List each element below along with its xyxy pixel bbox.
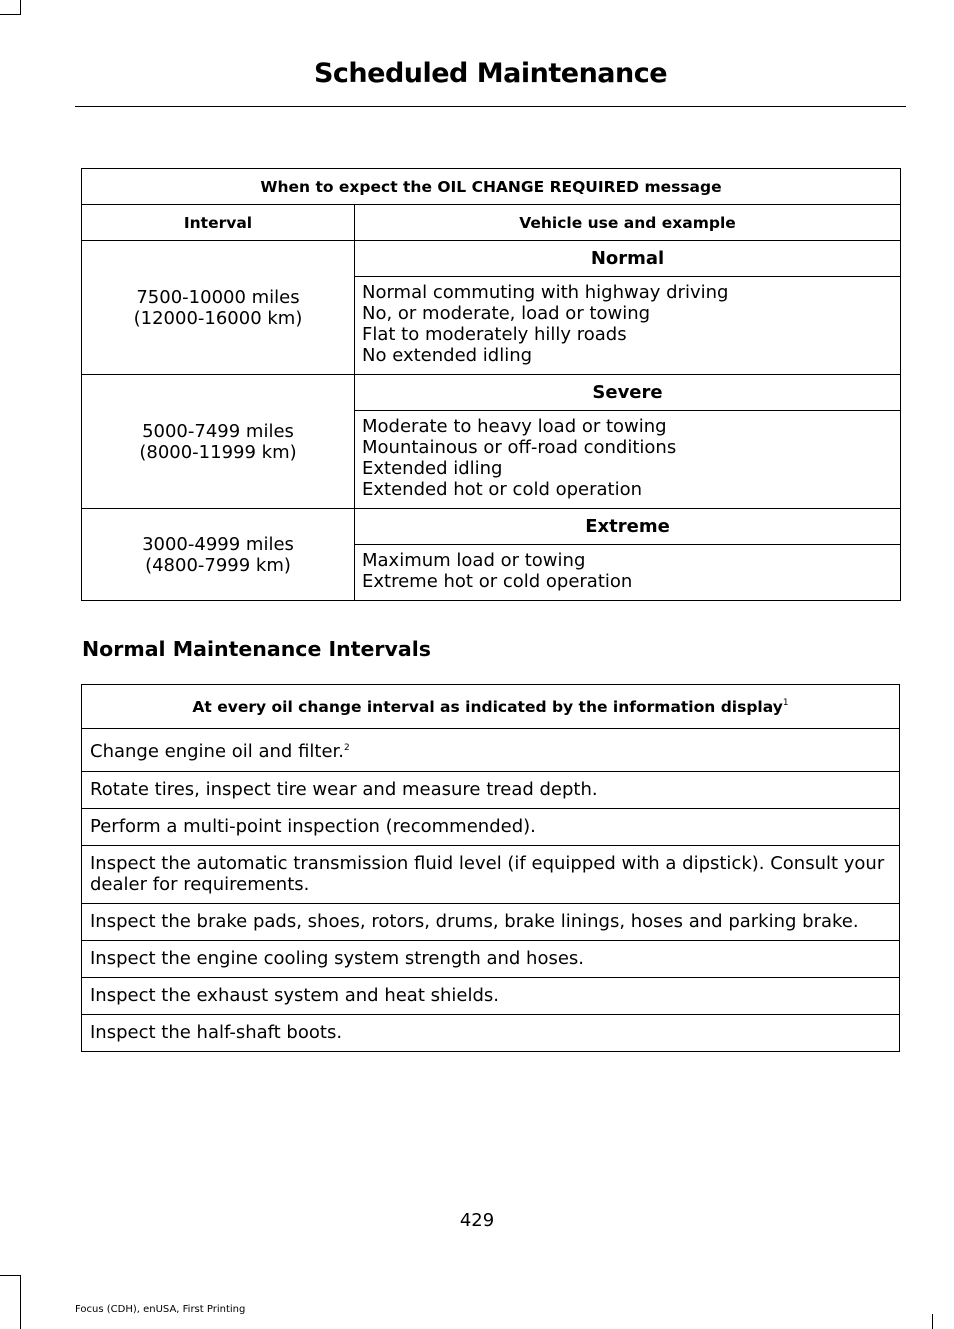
crop-mark (0, 14, 20, 15)
example-line: Extreme hot or cold operation (362, 571, 633, 592)
crop-mark (0, 1275, 20, 1276)
table-row: Inspect the half-shaft boots. (82, 1015, 900, 1052)
example-line: No, or moderate, load or towing (362, 303, 651, 324)
column-header-interval: Interval (82, 205, 355, 241)
interval-miles: 5000-7499 miles (142, 420, 294, 442)
crop-mark (20, 0, 21, 15)
interval-cell (82, 509, 355, 601)
table-row: Rotate tires, inspect tire wear and measure tread depth. (82, 772, 900, 809)
interval-cell (82, 241, 355, 375)
examples-cell (355, 277, 901, 375)
table-row: Perform a multi-point inspection (recommended). (82, 809, 900, 846)
row-text: Change engine oil and filter. (90, 741, 345, 762)
interval-miles: 3000-4999 miles (142, 533, 294, 555)
table-row (82, 729, 900, 772)
interval-km: (4800-7999 km) (145, 554, 291, 576)
footer-printing-info: Focus (CDH), enUSA, First Printing (75, 1304, 246, 1315)
table-header (82, 685, 900, 729)
column-header-vehicle-use: Vehicle use and example (355, 205, 901, 241)
example-line: Extended idling (362, 458, 503, 479)
title-divider (75, 106, 906, 107)
examples-cell (355, 545, 901, 601)
example-line: Moderate to heavy load or towing (362, 416, 667, 437)
interval-km: (12000-16000 km) (133, 307, 303, 329)
page-number: 429 (459, 1210, 495, 1231)
page-title: Scheduled Maintenance (313, 58, 668, 89)
table-row: Inspect the engine cooling system strength and hoses. (82, 941, 900, 978)
example-line: No extended idling (362, 345, 533, 366)
section-heading: Normal Maintenance Intervals (82, 637, 431, 661)
example-line: Normal commuting with highway driving (362, 282, 729, 303)
crop-mark (932, 1314, 933, 1329)
category-severe: Severe (355, 375, 901, 411)
interval-km: (8000-11999 km) (139, 441, 297, 463)
category-normal: Normal (355, 241, 901, 277)
table-row: Inspect the automatic transmission fluid level (if equipped with a dipstick). Consult your dealer for requirements. (82, 846, 900, 904)
table-header-text: At every oil change interval as indicated by the information display (192, 697, 783, 716)
footnote-marker: 2 (344, 743, 350, 753)
crop-mark (20, 1275, 21, 1329)
example-line: Flat to moderately hilly roads (362, 324, 627, 345)
interval-miles: 7500-10000 miles (136, 286, 300, 308)
example-line: Extended hot or cold operation (362, 479, 643, 500)
examples-cell (355, 411, 901, 509)
footnote-marker: 1 (782, 697, 789, 708)
table-row: Inspect the brake pads, shoes, rotors, drums, brake linings, hoses and parking brake. (82, 904, 900, 941)
interval-cell (82, 375, 355, 509)
example-line: Maximum load or towing (362, 550, 586, 571)
category-extreme: Extreme (355, 509, 901, 545)
example-line: Mountainous or off-road conditions (362, 437, 677, 458)
table-row: Inspect the exhaust system and heat shields. (82, 978, 900, 1015)
table-caption: When to expect the OIL CHANGE REQUIRED message (82, 169, 901, 205)
maintenance-intervals-table (81, 684, 900, 1052)
oil-change-message-table (81, 168, 901, 601)
